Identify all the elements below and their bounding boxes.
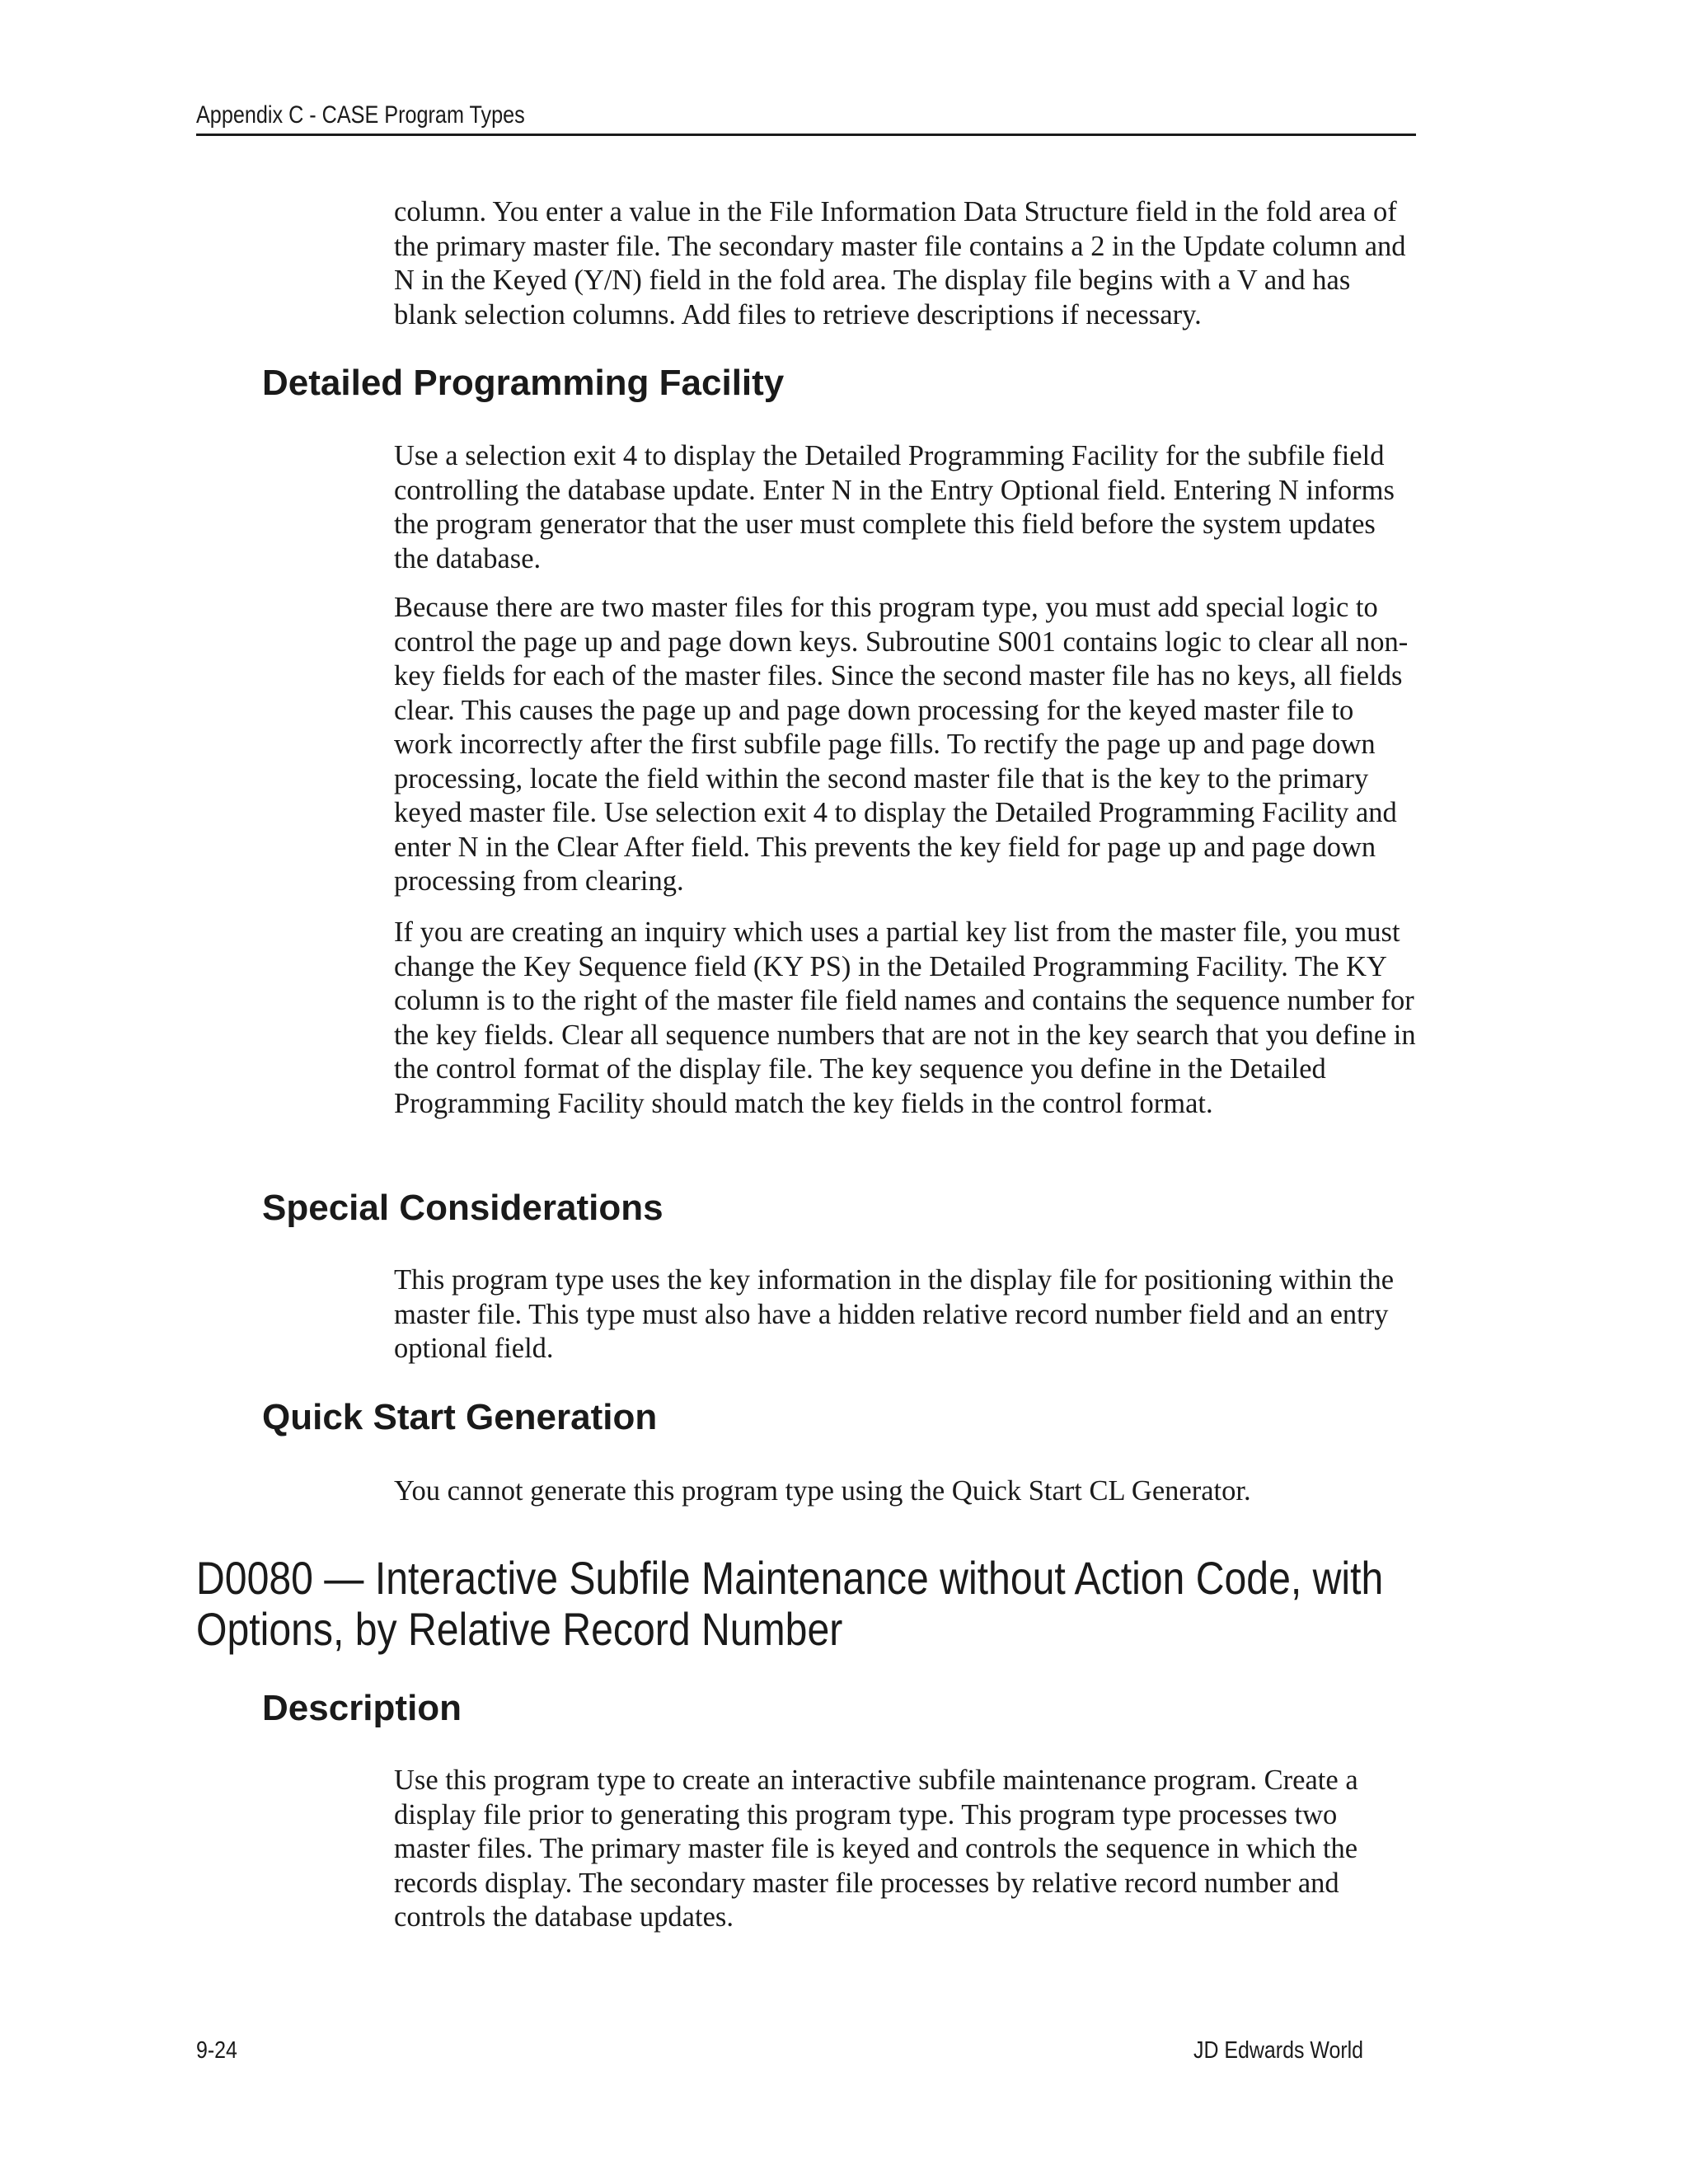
footer-product-name: JD Edwards World bbox=[1193, 2037, 1364, 2064]
body-paragraph: If you are creating an inquiry which uses a partial key list from the master file, you must change the Key Sequence field (KY PS) in the Detailed Programming Facility. The KY column is to the right of the master file field names and contains the sequence number for the key fields. Clear all sequence numbers that are not in the key search that you define in the control format of the display file. The key sequence you define in the Detailed Programming Facility should match the key fields in the control format. bbox=[394, 916, 1416, 1119]
body-paragraph: This program type uses the key information in the display file for positioning within the master file. This type must also have a hidden relative record number field and an entry optional field. bbox=[394, 1264, 1395, 1364]
body-paragraph: Use a selection exit 4 to display the Detailed Programming Facility for the subfile field controlling the database update. Enter N in the Entry Optional field. Entering N informs the program generator that the user must complete this field before the system updates the database. bbox=[394, 440, 1395, 574]
section-heading-special-considerations: Special Considerations bbox=[262, 1188, 663, 1228]
chapter-title bbox=[196, 1553, 1432, 1655]
section-heading-description: Description bbox=[262, 1688, 462, 1728]
section-body-special-considerations bbox=[394, 1263, 1416, 1366]
section-heading-quick-start-generation: Quick Start Generation bbox=[262, 1397, 658, 1437]
body-paragraph: You cannot generate this program type using the Quick Start CL Generator. bbox=[394, 1475, 1251, 1507]
running-header-title: Appendix C - CASE Program Types bbox=[196, 101, 525, 129]
chapter-title-line-2: Options, by Relative Record Number bbox=[196, 1603, 843, 1655]
chapter-title-line-1: D0080 — Interactive Subfile Maintenance without Action Code, with bbox=[196, 1552, 1384, 1604]
section-body-quick-start-generation bbox=[394, 1474, 1416, 1509]
body-paragraph: Use this program type to create an interactive subfile maintenance program. Create a display file prior to generating this program type. This program type processes two master files. The primary master file is keyed and controls the sequence in which the records display. The secondary master file processes by relative record number and controls the database updates. bbox=[394, 1765, 1358, 1933]
page-number: 9-24 bbox=[196, 2037, 237, 2064]
section-heading-detailed-programming-facility: Detailed Programming Facility bbox=[262, 363, 785, 403]
intro-paragraph: column. You enter a value in the File Information Data Structure field in the fold area of the primary master file. The secondary master file contains a 2 in the Update column and N in the Keyed (Y/N) field in the fold area. The display file begins with a V and has blank selection columns. Add files to retrieve descriptions if necessary. bbox=[394, 196, 1406, 330]
section-body-detailed-programming-facility-2 bbox=[394, 591, 1416, 899]
intro-block bbox=[394, 195, 1416, 332]
body-paragraph: Because there are two master files for this program type, you must add special logic to control the page up and page down keys. Subroutine S001 contains logic to clear all non-key fields for each of the master files. Since the second master file has no keys, all fields clear. This causes the page up and page down processing for the keyed master file to work incorrectly after the first subfile page fills. To rectify the page up and page down processing, locate the field within the second master file that is the key to the primary keyed master file. Use selection exit 4 to display the Detailed Programming Facility and enter N in the Clear After field. This prevents the key field for page up and page down processing from clearing. bbox=[394, 592, 1409, 897]
section-body-description bbox=[394, 1764, 1416, 1935]
running-header bbox=[196, 97, 1416, 136]
section-body-detailed-programming-facility-3 bbox=[394, 916, 1416, 1121]
section-body-detailed-programming-facility bbox=[394, 439, 1416, 576]
